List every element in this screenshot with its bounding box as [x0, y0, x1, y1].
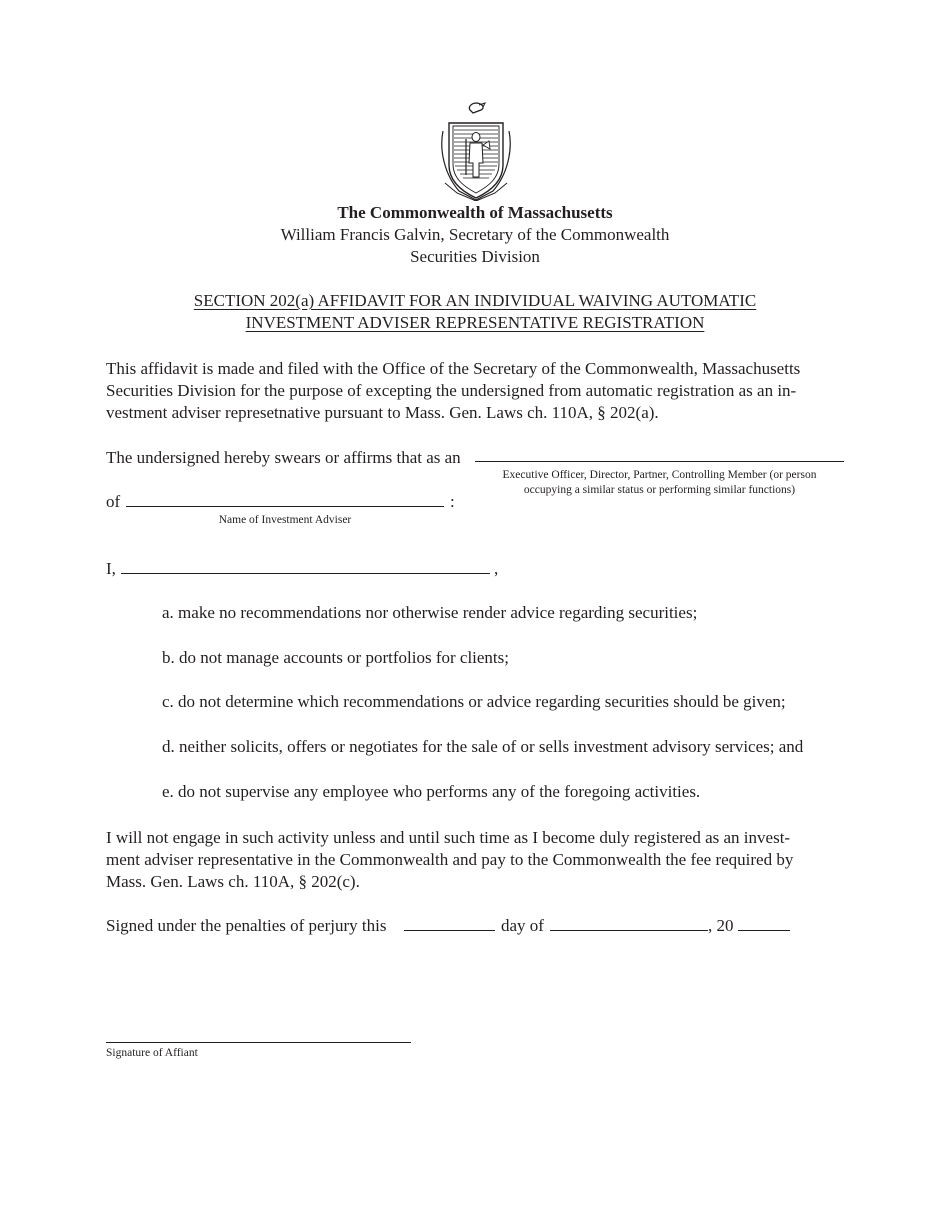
list-item: e. do not supervise any employee who performs any of the foregoing activities. — [162, 782, 701, 801]
day-of-label: day of — [501, 916, 544, 935]
day-field[interactable] — [404, 930, 495, 931]
year-prefix: , 20 — [708, 916, 734, 935]
list-item: b. do not manage accounts or portfolios for clients; — [162, 648, 509, 667]
form-title-line2: INVESTMENT ADVISER REPRESENTATIVE REGISTRATION — [245, 313, 705, 332]
intro-line: Securities Division for the purpose of excepting the undersigned from automatic registration as an in- — [106, 381, 797, 400]
intro-line: vestment adviser represetnative pursuant to Mass. Gen. Laws ch. 110A, § 202(a). — [106, 403, 659, 422]
form-title-line1: SECTION 202(a) AFFIDAVIT FOR AN INDIVIDUAL WAIVING AUTOMATIC — [193, 291, 757, 310]
closing-paragraph — [106, 827, 844, 893]
of-colon: : — [450, 492, 455, 511]
signature-field[interactable] — [106, 1042, 411, 1043]
i-label: I, — [106, 559, 116, 578]
official-name: William Francis Galvin, Secretary of the Commonwealth — [280, 225, 670, 244]
swear-text: The undersigned hereby swears or affirms that as an — [106, 448, 461, 467]
org-name: The Commonwealth of Massachusetts — [337, 203, 613, 222]
title-field-caption: occupying a similar status or performing similar functions) — [523, 484, 796, 496]
i-comma: , — [494, 559, 499, 578]
investment-adviser-field[interactable] — [126, 506, 444, 507]
intro-paragraph — [106, 358, 844, 424]
closing-line: Mass. Gen. Laws ch. 110A, § 202(c). — [106, 872, 360, 891]
signature-caption: Signature of Affiant — [106, 1047, 198, 1059]
intro-line: This affidavit is made and filed with the Office of the Secretary of the Commonwealth, Massachusetts — [106, 359, 801, 378]
year-field[interactable] — [738, 930, 790, 931]
closing-line: ment adviser representative in the Commonwealth and pay to the Commonwealth the fee required by — [106, 850, 794, 869]
massachusetts-seal-icon — [437, 101, 515, 201]
list-item: d. neither solicits, offers or negotiates for the sale of or sells investment advisory services; and — [162, 737, 804, 756]
list-item: a. make no recommendations nor otherwise render advice regarding securities; — [162, 603, 698, 622]
affiant-name-field[interactable] — [121, 573, 490, 574]
of-label: of — [106, 492, 121, 511]
closing-line: I will not engage in such activity unless and until such time as I become duly registered as an invest- — [106, 828, 791, 847]
signed-text: Signed under the penalties of perjury this — [106, 916, 387, 935]
month-field[interactable] — [550, 930, 708, 931]
title-field-caption: Executive Officer, Director, Partner, Controlling Member (or person — [502, 469, 817, 481]
title-field[interactable] — [475, 461, 844, 462]
list-item: c. do not determine which recommendations or advice regarding securities should be given; — [162, 692, 786, 711]
investment-adviser-caption: Name of Investment Adviser — [218, 514, 352, 526]
division-name: Securities Division — [410, 247, 540, 266]
